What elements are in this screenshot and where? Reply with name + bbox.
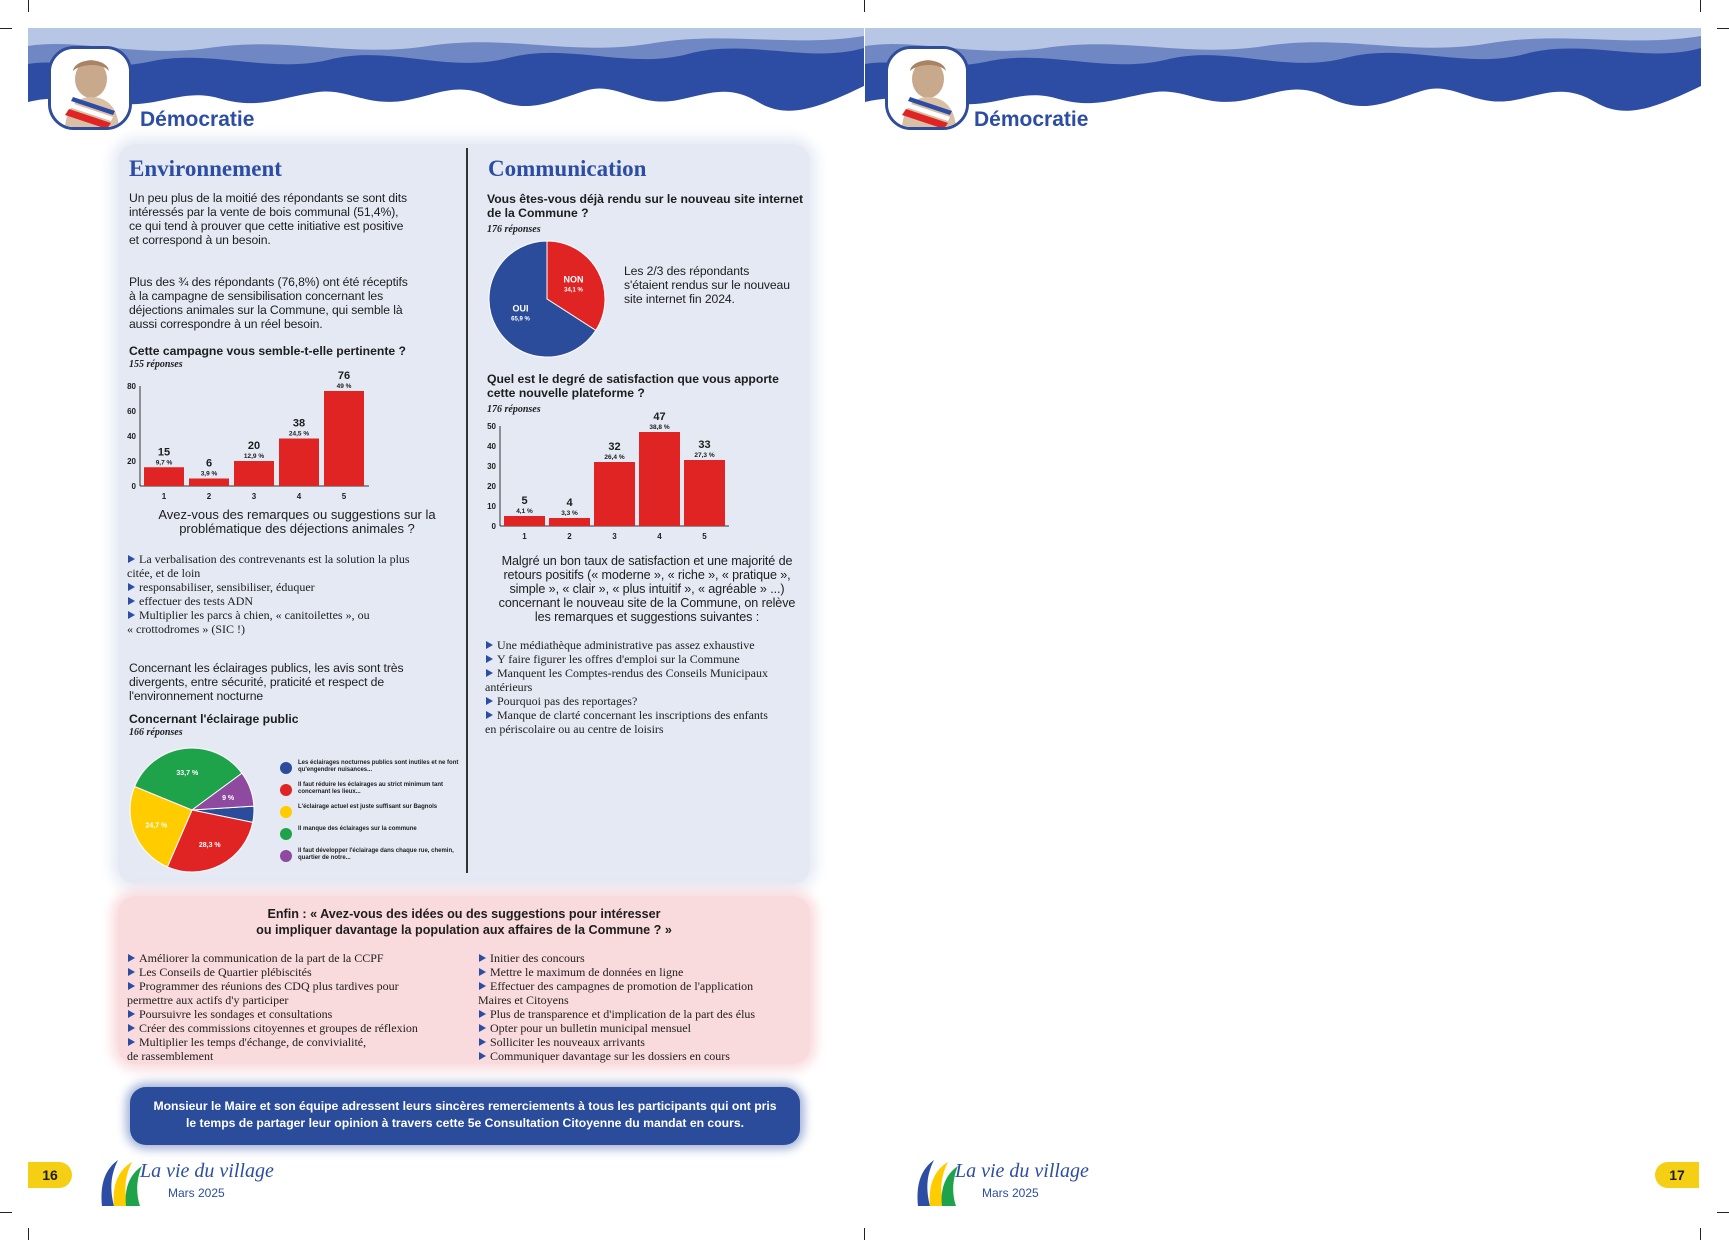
text-line: Plus des ¾ des répondants (76,8%) ont été réceptifs [129,275,408,289]
text-line: site internet fin 2024. [624,292,735,306]
crop-mark [1700,0,1701,12]
pie-percent-label: 65,9 % [511,316,530,323]
text-line: retours positifs (« moderne », « riche », « pratique », [503,568,791,582]
brand-title-left: La vie du village [140,1160,274,1182]
legend-swatch [280,806,292,818]
env-question-1: Cette campagne vous semble-t-elle pertinente ? [129,344,406,358]
bullet-item: Mettre le maximum de données en ligne [478,965,808,979]
bar [504,516,545,526]
text-line: de la Commune ? [487,206,589,220]
com-question-1 [487,192,817,220]
legend-label: Il faut développer l'éclairage dans chaque rue, chemin, quartier de notre... [298,848,454,861]
section-title-left: Démocratie [140,108,255,131]
village-logo-left [96,1156,144,1206]
crop-mark [1717,28,1729,29]
section-title-right: Démocratie [974,108,1089,131]
pie-slice-label: OUI [512,303,529,314]
text-line: Malgré un bon taux de satisfaction et une majorité de [501,554,793,568]
bar-chart-pertinence [122,368,442,504]
bullet-item: Pourquoi pas des reportages? [485,694,815,708]
legend-swatch [280,762,292,774]
pie-percent-label: 34,1 % [564,287,583,294]
heading-communication: Communication [488,156,647,181]
crop-mark [864,0,865,12]
bar [324,391,364,486]
bullet-item: antérieurs [485,680,533,694]
bar-value-label: 20 [247,440,261,452]
pie-chart-eclairage [126,744,258,876]
y-tick-label: 50 [487,422,496,431]
bar [594,462,635,526]
bullet-item: Effectuer des campagnes de promotion de l'application [478,979,808,993]
crop-mark [28,1228,29,1240]
bullet-item: Opter pour un bulletin municipal mensuel [478,1021,808,1035]
bullet-item: Les Conseils de Quartier plébiscités [127,965,472,979]
bullet-item: Améliorer la communication de la part de la CCPF [127,951,472,965]
x-tick-label: 4 [296,492,302,501]
crop-mark [0,28,12,29]
y-tick-label: 0 [491,522,496,531]
bar-value-label: 6 [205,457,213,470]
bar-chart-satisfaction [480,408,770,544]
bullet-item: citée, et de loin [127,566,201,580]
text-line: ou impliquer davantage la population aux affaires de la Commune ? » [256,923,672,937]
crop-mark [0,1212,12,1213]
y-tick-label: 40 [127,432,136,441]
text-line: à la campagne de sensibilisation concernant les [129,289,384,303]
bullet-item: Y faire figurer les offres d'emploi sur la Commune [485,652,815,666]
com-question-2 [487,372,817,400]
legend-item [278,782,468,802]
brand-date-right: Mars 2025 [982,1186,1039,1200]
legend-item [278,804,468,824]
text-line: Monsieur le Maire et son équipe adressent leurs sincères remerciements à tous les participants qui ont pris [153,1099,777,1113]
bullet-item: La verbalisation des contrevenants est la solution la plus [127,552,463,566]
env-bullet-list [127,552,463,636]
env-question-2 [129,508,465,536]
bullet-item: Une médiathèque administrative pas assez exhaustive [485,638,815,652]
bar [639,432,680,526]
x-tick-label: 2 [567,532,572,541]
text-line: intéressés par la vente de bois communal (51,4%), [129,205,399,219]
pie-percent-label: 33,7 % [176,769,199,777]
bar-percent-label: 3,9 % [200,470,218,478]
x-tick-label: 3 [251,492,257,501]
com-bullet-list [485,638,815,736]
com-note [624,264,814,306]
bar-percent-label: 12,9 % [243,453,265,460]
bar-percent-label: 4,1 % [516,508,533,515]
crop-mark [1700,1228,1701,1240]
pie-percent-label: 24,7 % [145,822,168,830]
page-number-left: 16 [28,1162,72,1188]
legend-label: Il manque des éclairages sur la commune [298,826,417,832]
text-line: s'étaient rendus sur le nouveau [624,278,790,292]
marianne-logo-left [48,46,132,130]
bar-value-label: 5 [521,495,528,507]
x-tick-label: 5 [702,532,707,541]
thanks-banner [130,1087,800,1145]
bullet-item: Programmer des réunions des CDQ plus tardives pour [127,979,472,993]
y-tick-label: 80 [127,382,136,391]
bullet-item: Initier des concours [478,951,808,965]
text-line: divergents, entre sécurité, praticité et respect de [129,675,385,689]
legend-item [278,848,468,868]
y-tick-label: 20 [487,482,496,491]
legend-label: L'éclairage actuel est juste suffisant sur Bagnols [298,804,438,810]
crop-mark [864,1228,865,1240]
bar [189,479,229,487]
bullet-item: permettre aux actifs d'y participer [127,993,289,1007]
bullet-item: Maires et Citoyens [478,993,569,1007]
bar-value-label: 32 [608,441,621,453]
env-question-3-count: 166 réponses [129,727,183,738]
bar [549,518,590,526]
text-line: Quel est le degré de satisfaction que vous apporte [487,372,779,386]
bar-percent-label: 38,8 % [649,424,670,431]
bullet-item: Poursuivre les sondages et consultations [127,1007,472,1021]
env-question-1-count: 155 réponses [129,359,183,370]
bar-value-label: 76 [337,370,351,382]
crop-mark [1717,1212,1729,1213]
bar-value-label: 15 [157,446,171,459]
y-tick-label: 0 [131,482,136,491]
village-logo-right [912,1156,960,1206]
bar-percent-label: 27,3 % [694,452,715,459]
marianne-logo-right [885,46,969,130]
text-line: Concernant les éclairages publics, les avis sont très [129,661,404,675]
text-line: Un peu plus de la moitié des répondants se sont dits [129,191,407,205]
bullet-item: Manquent les Comptes-rendus des Conseils Municipaux [485,666,815,680]
legend-swatch [280,784,292,796]
bar-percent-label: 26,4 % [604,454,625,461]
text-line: concernant le nouveau site de la Commune, on relève [498,596,796,610]
bar-value-label: 47 [653,411,666,423]
bar [234,461,274,486]
env-paragraph-2 [129,275,449,331]
env-paragraph-1 [129,191,449,247]
y-tick-label: 40 [487,442,496,451]
pie-chart-site-visit [486,238,608,360]
pie-percent-label: 28,3 % [198,842,221,850]
pie-percent-label: 9 % [222,794,235,802]
bullet-item: Multiplier les temps d'échange, de convivialité, [127,1035,472,1049]
legend-swatch [280,828,292,840]
bullet-item: responsabiliser, sensibiliser, éduquer [127,580,463,594]
text-line: Les 2/3 des répondants [624,264,750,278]
x-tick-label: 3 [612,532,617,541]
text-line: le temps de partager leur opinion à travers cette 5e Consultation Citoyenne du mandat en cours. [185,1116,745,1130]
bullet-item: Manque de clarté concernant les inscriptions des enfants [485,708,815,722]
y-tick-label: 60 [127,407,136,416]
eclairage-legend [278,760,468,870]
text-line: problématique des déjections animales ? [179,521,415,536]
pie-slice-label: NON [563,274,584,285]
bar [684,460,725,526]
x-tick-label: 2 [206,492,212,501]
bullet-item: Communiquer davantage sur les dossiers en cours [478,1049,808,1063]
legend-item [278,760,468,780]
legend-item [278,826,468,846]
suggestions-list-left [127,951,472,1063]
page-number-right: 17 [1655,1162,1699,1188]
bar [279,439,319,487]
legend-label: Les éclairages nocturnes publics sont inutiles et ne font qu'engendrer nuisances... [298,760,459,773]
com-question-1-count: 176 réponses [487,224,541,235]
brand-date-left: Mars 2025 [168,1186,225,1200]
bar-percent-label: 3,3 % [561,510,578,517]
bullet-item: Plus de transparence et d'implication de la part des élus [478,1007,808,1021]
y-tick-label: 20 [127,457,136,466]
bullet-item: Créer des commissions citoyennes et groupes de réflexion [127,1021,472,1035]
bar-percent-label: 24,5 % [288,430,310,438]
text-line: et correspond à un besoin. [129,233,271,247]
bar-percent-label: 49 % [336,383,352,390]
brand-title-right: La vie du village [955,1160,1089,1182]
heading-environnement: Environnement [129,156,282,181]
env-question-3: Concernant l'éclairage public [129,712,299,726]
bullet-item: en périscolaire ou au centre de loisirs [485,722,664,736]
x-tick-label: 1 [161,492,167,501]
bullet-item: « crottodromes » (SIC !) [127,622,245,636]
text-line: ce qui tend à prouver que cette initiative est positive [129,219,404,233]
y-tick-label: 30 [487,462,496,471]
bar-value-label: 33 [698,439,711,451]
com-question-2-count: 176 réponses [487,404,541,415]
env-paragraph-3 [129,661,449,703]
x-tick-label: 1 [522,532,527,541]
text-line: Avez-vous des remarques ou suggestions sur la [158,507,436,522]
bullet-item: Multiplier les parcs à chien, « canitoilettes », ou [127,608,463,622]
text-line: cette nouvelle plateforme ? [487,386,645,400]
bullet-item: de rassemblement [127,1049,214,1063]
suggestions-title [118,906,810,938]
x-tick-label: 5 [341,492,347,501]
com-paragraph [482,554,812,624]
text-line: les remarques et suggestions suivantes : [534,610,760,624]
text-line: aussi correspondre à un réel besoin. [129,317,323,331]
legend-label: Il faut réduire les éclairages au strict minimum tant concernant les lieux... [298,782,444,795]
suggestions-list-right [478,951,808,1063]
text-line: déjections animales sur la Commune, qui semble là [129,303,403,317]
bar-value-label: 4 [566,497,573,509]
x-tick-label: 4 [657,532,662,541]
legend-swatch [280,850,292,862]
text-line: l'environnement nocturne [129,689,264,703]
bar-percent-label: 9,7 % [155,459,173,467]
bar [144,467,184,486]
bullet-item: Solliciter les nouveaux arrivants [478,1035,808,1049]
bar-value-label: 38 [292,417,306,430]
y-tick-label: 10 [487,502,496,511]
bullet-item: effectuer des tests ADN [127,594,463,608]
text-line: Enfin : « Avez-vous des idées ou des suggestions pour intéresser [267,907,661,921]
text-line: simple », « clair », « plus intuitif », « agréable » ...) [509,582,785,596]
text-line: Vous êtes-vous déjà rendu sur le nouveau site internet [487,192,804,206]
crop-mark [28,0,29,12]
